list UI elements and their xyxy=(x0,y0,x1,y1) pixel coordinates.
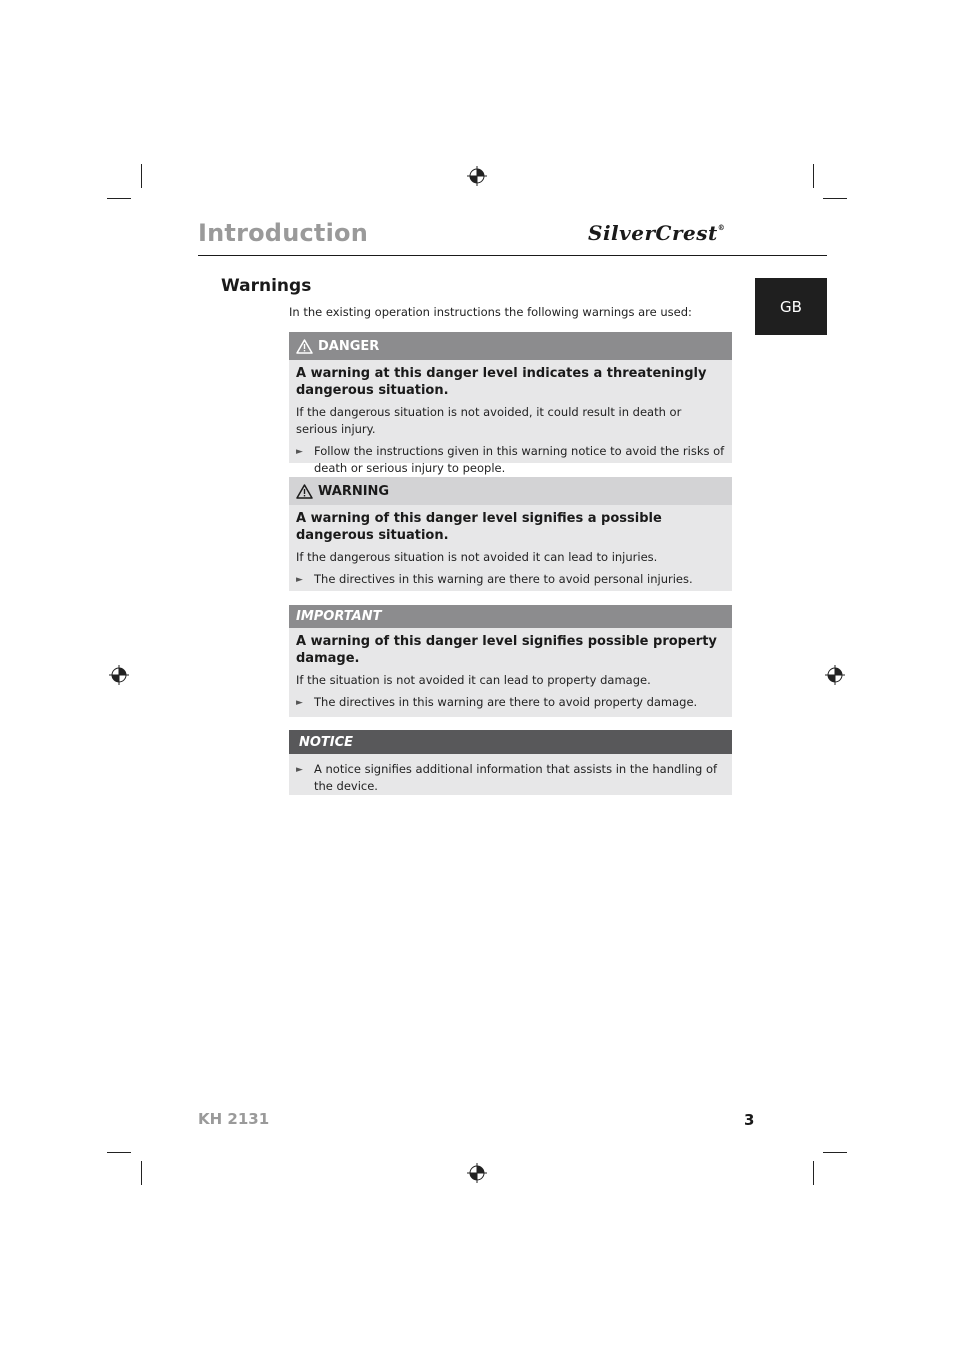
arrow-bullet-icon: ► xyxy=(296,447,303,457)
important-text: If the situation is not avoided it can lead to property damage. xyxy=(296,673,651,687)
list-item xyxy=(296,694,725,712)
notice-box xyxy=(289,730,732,795)
danger-box xyxy=(289,332,732,475)
brand-name: SilverCrest xyxy=(588,221,718,245)
language-tab: GB xyxy=(755,278,827,335)
important-summary: A warning of this danger level signifies possible property damage. xyxy=(296,634,717,666)
arrow-bullet-icon: ► xyxy=(296,698,303,708)
danger-text: If the dangerous situation is not avoided, it could result in death or serious injury. xyxy=(296,405,682,436)
brand-logo xyxy=(588,221,758,245)
crop-mark xyxy=(141,164,142,188)
crop-mark xyxy=(107,198,131,199)
page-title: Introduction xyxy=(198,219,368,247)
crop-mark xyxy=(823,198,847,199)
intro-text: In the existing operation instructions the following warnings are used: xyxy=(289,305,692,319)
crop-mark xyxy=(823,1152,847,1153)
warning-header xyxy=(289,477,732,505)
warning-triangle-icon xyxy=(296,339,313,354)
arrow-bullet-icon: ► xyxy=(296,575,303,585)
registered-mark: ® xyxy=(717,223,726,232)
danger-label: DANGER xyxy=(318,338,380,354)
crop-mark xyxy=(813,164,814,188)
danger-bullet: Follow the instructions given in this warning notice to avoid the risks of death or serious injury to people. xyxy=(314,444,725,475)
important-bullet: The directives in this warning are there to avoid property damage. xyxy=(314,695,698,709)
crop-mark xyxy=(813,1161,814,1185)
arrow-bullet-icon: ► xyxy=(296,765,303,775)
registration-mark-icon xyxy=(467,166,487,186)
section-heading: Warnings xyxy=(221,276,312,296)
notice-label: NOTICE xyxy=(299,734,354,750)
warning-box xyxy=(289,477,732,591)
list-item xyxy=(296,443,725,477)
warning-bullet: The directives in this warning are there to avoid personal injuries. xyxy=(314,572,693,586)
important-label: IMPORTANT xyxy=(296,609,382,624)
registration-mark-icon xyxy=(109,665,129,685)
warning-text: If the dangerous situation is not avoided it can lead to injuries. xyxy=(296,550,658,564)
registration-mark-icon xyxy=(467,1163,487,1183)
crop-mark xyxy=(107,1152,131,1153)
warning-triangle-icon xyxy=(296,484,313,499)
page-number: 3 xyxy=(744,1111,755,1129)
danger-header xyxy=(289,332,732,360)
important-header xyxy=(289,605,732,628)
header-divider xyxy=(198,255,827,256)
notice-bullet: A notice signifies additional information that assists in the handling of the device. xyxy=(314,762,718,793)
warning-label: WARNING xyxy=(318,483,390,499)
crop-mark xyxy=(141,1161,142,1185)
notice-header xyxy=(289,730,732,754)
warning-summary: A warning of this danger level signifies a possible dangerous situation. xyxy=(296,511,662,543)
model-number: KH 2131 xyxy=(198,1110,270,1128)
danger-summary: A warning at this danger level indicates a threateningly dangerous situation. xyxy=(296,366,707,398)
registration-mark-icon xyxy=(825,665,845,685)
important-box xyxy=(289,605,732,717)
list-item xyxy=(296,761,725,795)
list-item xyxy=(296,571,725,589)
